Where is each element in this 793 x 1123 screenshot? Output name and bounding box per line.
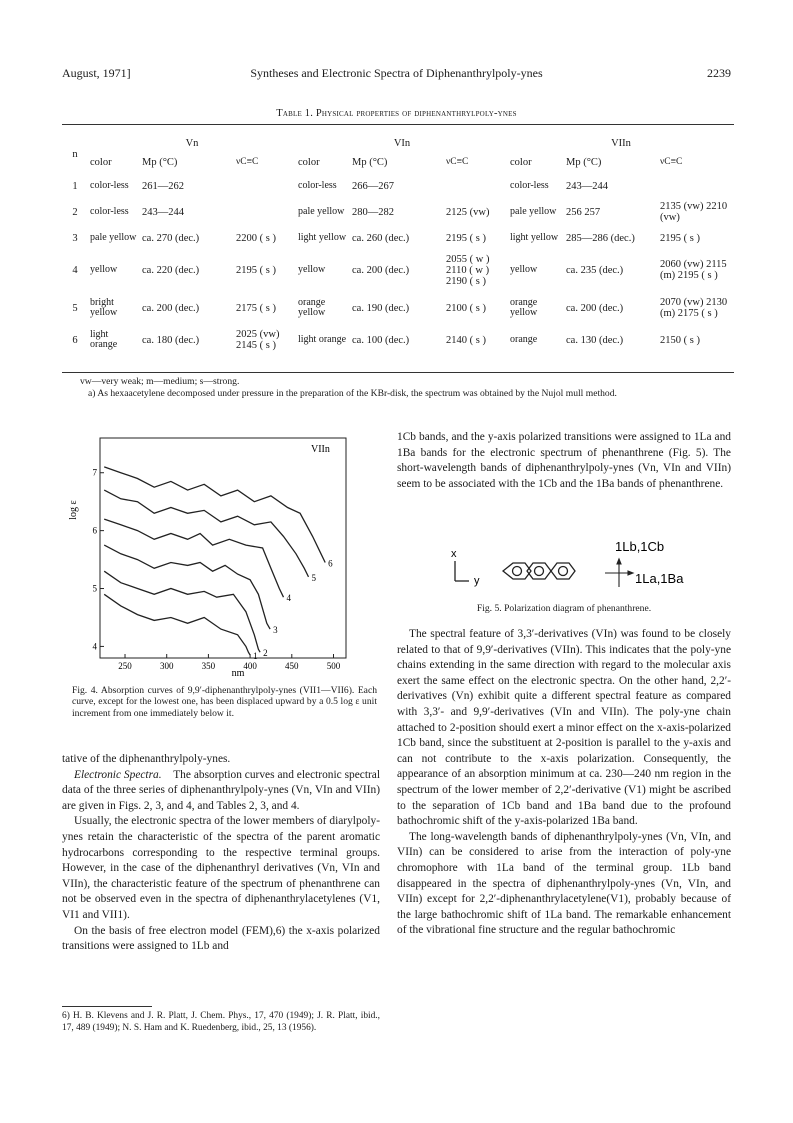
table-row [62, 251, 734, 289]
vii-mp: 285—286 (dec.) [566, 232, 635, 244]
x-tick-label: 250 [118, 661, 132, 671]
footnote-6: 6) H. B. Klevens and J. R. Platt, J. Chem. Phys., 17, 470 (1949); J. R. Platt, ibid., 17, 489 (1949); N. S. Ham and K. Ruedenberg, ibid., 25, 13 (1956). [62, 1011, 380, 1034]
row-n: 6 [72, 334, 78, 346]
vii-mp: 256 257 [566, 206, 601, 218]
table-row [62, 289, 734, 327]
x-tick-label: 350 [201, 661, 216, 671]
v-nu: 2025 (vw) 2145 ( s ) [236, 329, 280, 351]
curve-3 [104, 545, 270, 629]
v-mp: 243—244 [142, 206, 184, 218]
polarization-cross [605, 559, 633, 587]
row-n: 5 [72, 302, 78, 314]
row-n: 1 [72, 180, 78, 192]
right-column-top [397, 430, 731, 492]
vi-nu: 2055 ( w ) 2110 ( w ) 2190 ( s ) [446, 253, 490, 287]
paragraph-usually: Usually, the electronic spectra of the lower members of diarylpoly-ynes retain the characteristic of the spectra of the parent aromatic hydrocarbons corresponding to the respective terminal groups. However, in the case of the diphenanthryl derivatives (Vn, VIn and VIIn), the characteristic feature of the spectrum of phenanthrene can not be observed even in the spectra of diphenanthrylacetylenes (V1, VI1 and VII1). [62, 815, 380, 921]
v-mp: ca. 270 (dec.) [142, 232, 200, 244]
row-n: 3 [72, 232, 78, 244]
subhead-mp: Mp (°C) [352, 156, 388, 168]
y-tick-label: 5 [92, 583, 97, 594]
subhead-nu: νC≡C [236, 156, 259, 167]
vii-mp: ca. 235 (dec.) [566, 264, 624, 276]
x-tick-label: 500 [326, 661, 341, 671]
left-column [62, 752, 380, 955]
table-note-a: a) As hexaacetylene decomposed under pressure in the preparation of the KBr-disk, the spectrum was obtained by the Nujol mull method. [88, 388, 617, 399]
curve-label-6: 6 [328, 558, 333, 569]
vii-color: yellow [510, 264, 538, 275]
table-row [62, 225, 734, 251]
subhead-color: color [298, 156, 320, 168]
row-n: 2 [72, 206, 78, 218]
vii-nu: 2060 (vw) 2115 (m) 2195 ( s ) [660, 259, 727, 281]
v-nu [234, 173, 296, 199]
figure-4-ylabel: log ε [68, 500, 79, 520]
curve-label-5: 5 [311, 572, 316, 583]
vi-color: yellow [298, 264, 326, 275]
v-color: yellow [90, 264, 118, 275]
vii-nu: 2150 ( s ) [660, 334, 700, 346]
v-color: pale yellow [90, 232, 137, 243]
curve-2 [104, 571, 260, 652]
vi-mp: 280—282 [352, 206, 394, 218]
vi-color: light orange [298, 334, 347, 345]
subhead-mp: Mp (°C) [142, 156, 178, 168]
figure-5-caption: Fig. 5. Polarization diagram of phenanthrene. [476, 603, 652, 614]
curve-label-2: 2 [263, 648, 268, 659]
group-header-v: Vn [185, 137, 199, 149]
vii-nu: 2135 (vw) 2210 (vw) [660, 201, 728, 223]
paragraph-continued: tative of the diphenanthrylpoly-ynes. [62, 753, 231, 765]
page-number: 2239 [707, 66, 731, 80]
subhead-color: color [90, 156, 112, 168]
subhead-mp: Mp (°C) [566, 156, 602, 168]
table-n-header: n [72, 148, 78, 160]
vi-nu: 2125 (vw) [446, 206, 490, 218]
group-header-vi: VIn [393, 137, 411, 149]
table-body [62, 173, 734, 353]
footnote-rule [62, 1006, 152, 1007]
v-mp: 261—262 [142, 180, 184, 192]
paragraph-text: The absorption curves and electronic spectral data of the three series of diphenanthrylpoly-ynes (Vn, VIn and VIIn) are given in Figs. 2, 3, and 4, and Tables 2, 3, and 4. [62, 768, 381, 812]
subhead-nu: νC≡C [660, 156, 683, 167]
vii-color: orange [510, 334, 538, 345]
figure-4-panel-label: VIIn [311, 444, 330, 455]
vi-nu: 2195 ( s ) [446, 232, 486, 244]
curve-label-4: 4 [286, 593, 291, 604]
properties-table [62, 135, 734, 353]
vii-color: light yellow [510, 232, 559, 243]
vi-mp: ca. 260 (dec.) [352, 232, 410, 244]
section-head-electronic-spectra: Electronic Spectra. [74, 768, 162, 781]
polarization-label-top: 1Lb,1Cb [615, 539, 665, 554]
right-column-bottom [397, 627, 731, 939]
paragraph-bands: 1Cb bands, and the y-axis polarized transitions were assigned to 1La and 1Ba bands for the electronic spectrum of phenanthrene (Fig. 5). The short-wavelength bands of diphenanthrylpoly-ynes (Vn, VIn and VIIn) seem to be associated with the 1Cb and the 1Ba bands of phenanthrene. [397, 431, 731, 490]
table-note-abbrev: vw—very weak; m—medium; s—strong. [80, 376, 240, 387]
vii-nu [658, 173, 734, 199]
vi-mp: ca. 200 (dec.) [352, 264, 410, 276]
vi-mp: ca. 190 (dec.) [352, 302, 410, 314]
x-tick-label: 400 [243, 661, 257, 671]
vi-color: pale yellow [298, 206, 345, 217]
vii-color: color-less [510, 180, 549, 191]
y-tick-label: 7 [92, 467, 97, 478]
v-mp: ca. 220 (dec.) [142, 264, 200, 276]
y-tick-label: 4 [92, 641, 97, 652]
vi-nu: 2140 ( s ) [446, 334, 486, 346]
running-header-left: August, 1971] [62, 66, 131, 80]
vii-color: pale yellow [510, 206, 557, 217]
vii-color: orange yellow [510, 297, 538, 318]
curve-1 [104, 594, 250, 655]
paragraph-electronic-spectra [62, 768, 380, 815]
curve-label-3: 3 [273, 625, 278, 636]
figure-5-diagram [447, 535, 684, 607]
v-color: color-less [90, 180, 129, 191]
figure-4-chart [68, 430, 378, 679]
axes-arrow [455, 561, 469, 581]
curve-5 [104, 490, 308, 577]
vi-color: orange yellow [298, 297, 326, 318]
table-bottom-rule [62, 372, 734, 373]
subhead-color: color [510, 156, 532, 168]
vi-mp: 266—267 [352, 180, 394, 192]
v-color: color-less [90, 206, 129, 217]
vi-color: light yellow [298, 232, 347, 243]
table-row [62, 199, 734, 225]
vi-nu [444, 173, 508, 199]
running-header-title: Syntheses and Electronic Spectra of Diphenanthrylpoly-ynes [250, 66, 543, 80]
polarization-label-right: 1La,1Ba [635, 571, 684, 586]
v-nu: 2200 ( s ) [236, 232, 276, 244]
phenanthrene-structure [503, 563, 575, 579]
figure-4-frame [100, 438, 346, 658]
v-color: bright yellow [90, 297, 118, 318]
figure-4-xlabel: nm [231, 668, 245, 679]
table-title: Table 1. Physical properties of diphenanthrylpoly-ynes [276, 108, 517, 119]
curve-4 [104, 519, 283, 597]
v-nu: 2195 ( s ) [236, 264, 276, 276]
table-row [62, 173, 734, 199]
vii-mp: ca. 130 (dec.) [566, 334, 624, 346]
table-row [62, 327, 734, 353]
vi-nu: 2100 ( s ) [446, 302, 486, 314]
v-color: light orange [90, 329, 118, 350]
x-axis-label: x [451, 548, 457, 560]
y-axis-label: y [474, 575, 480, 587]
y-tick-label: 6 [92, 525, 97, 536]
x-tick-label: 450 [285, 661, 299, 671]
vii-mp: 243—244 [566, 180, 608, 192]
paragraph-long-wavelength: The long-wavelength bands of diphenanthrylpoly-ynes (Vn, VIn, and VIIn) can be considered to arise from the interaction of poly-yne chromophore with 1La band of the terminal group. 1Lb band disappeared in the spectra of diphenanthrylpoly-ynes (Vn, VIn, and VIIn) except for 2,2′-diphenanthrylacetylene(V1), probably because of the large bathochromic shift of 1La band. The remarkable enhancement of the vibrational fine structure and the regular bathochromic [397, 830, 731, 937]
paragraph-fem: On the basis of free electron model (FEM),6) the x-axis polarized transitions were assigned to 1Lb and [62, 924, 380, 953]
v-mp: ca. 180 (dec.) [142, 334, 200, 346]
vii-mp: ca. 200 (dec.) [566, 302, 624, 314]
curve-label-1: 1 [253, 651, 258, 662]
group-header-vii: VIIn [611, 137, 631, 149]
vii-nu: 2195 ( s ) [660, 232, 700, 244]
paragraph-spectral-feature: The spectral feature of 3,3′-derivatives (VIn) was found to be closely related to that of 9,9′-derivatives (VIIn). This indicates that the poly-yne chains extending in the same direction with regard to the molecular axis exert the same effect on the electronic spectra. On the other hand, 2,2′-derivatives (Vn) exhibit quite a different spectral feature as compared with 3,3′- and 9,9′-derivatives (VIn and VIIn). The poly-yne chain attached to 2-position should exert a minor effect on the x-axis-polarized 1Cb band, since the substituent at 2-position is parallel to the y-axis and can not contribute to the x-axis polarization. Consequently, the appearance of an absorption minimum at ca. 230—240 nm region in the spectrum of the lower member of 2,2′-derivative (V1) might be ascribed to the separation of 1Cb band and 1Ba band due to the profound bathochromic shift of the y-axis-polarized 1Ba band. [397, 628, 731, 828]
subhead-nu: νC≡C [446, 156, 469, 167]
v-mp: ca. 200 (dec.) [142, 302, 200, 314]
figure-4-caption: Fig. 4. Absorption curves of 9,9′-diphenanthrylpoly-ynes (VII1—VII6). Each curve, except for the lowest one, has been displaced upward by a 0.5 log ε unit increment from one immediately below it. [72, 685, 377, 719]
row-n: 4 [72, 264, 78, 276]
vi-mp: ca. 100 (dec.) [352, 334, 410, 346]
x-tick-label: 300 [159, 661, 174, 671]
v-nu [234, 199, 296, 225]
v-nu: 2175 ( s ) [236, 302, 276, 314]
vii-nu: 2070 (vw) 2130 (m) 2175 ( s ) [660, 297, 728, 319]
vi-color: color-less [298, 180, 337, 191]
table-top-rule [62, 124, 734, 125]
